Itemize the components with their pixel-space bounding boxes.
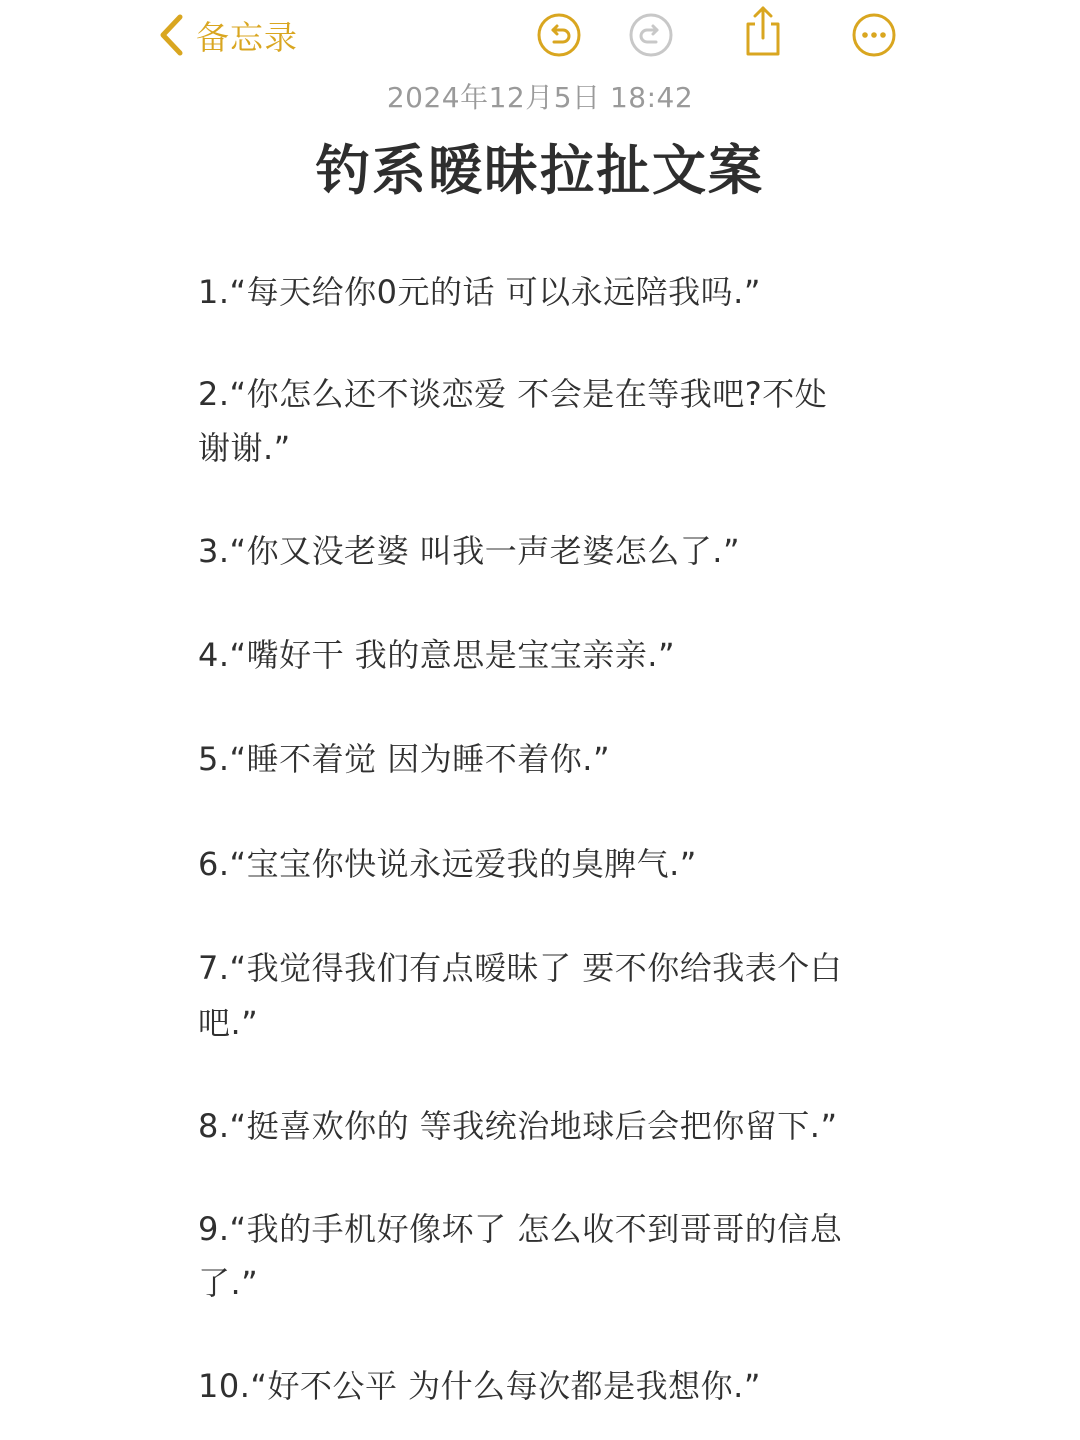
note-line: 吧.” (198, 1004, 259, 1042)
note-title: 钓系暧昧拉扯文案 (316, 139, 764, 202)
note-line: 8.“挺喜欢你的 等我统治地球后会把你留下.” (198, 1107, 838, 1145)
undo-button[interactable] (536, 12, 582, 58)
more-icon (851, 12, 897, 58)
share-button[interactable] (740, 4, 786, 58)
back-label: 备忘录 (196, 17, 298, 57)
note-line: 6.“宝宝你快说永远爱我的臭脾气.” (198, 845, 697, 883)
note-line: 了.” (198, 1264, 259, 1302)
chevron-left-icon (158, 13, 184, 57)
note-line: 5.“睡不着觉 因为睡不着你.” (198, 740, 611, 778)
note-line: 谢谢.” (198, 429, 291, 467)
note-line: 10.“好不公平 为什么每次都是我想你.” (198, 1367, 761, 1405)
back-button[interactable] (158, 12, 298, 58)
note-line: 2.“你怎么还不谈恋爱 不会是在等我吧?不处 (198, 375, 828, 413)
note-line: 3.“你又没老婆 叫我一声老婆怎么了.” (198, 532, 741, 570)
note-line: 1.“每天给你0元的话 可以永远陪我吗.” (198, 273, 761, 311)
more-button[interactable] (851, 12, 897, 58)
share-icon (740, 4, 786, 58)
note-line: 9.“我的手机好像坏了 怎么收不到哥哥的信息 (198, 1210, 843, 1248)
note-line: 7.“我觉得我们有点暧昧了 要不你给我表个白 (198, 949, 843, 987)
note-line: 4.“嘴好干 我的意思是宝宝亲亲.” (198, 636, 676, 674)
undo-icon (536, 12, 582, 58)
navigation-bar (0, 0, 1080, 70)
note-date: 2024年12月5日 18:42 (386, 81, 694, 114)
redo-icon (628, 12, 674, 58)
redo-button[interactable] (628, 12, 674, 58)
